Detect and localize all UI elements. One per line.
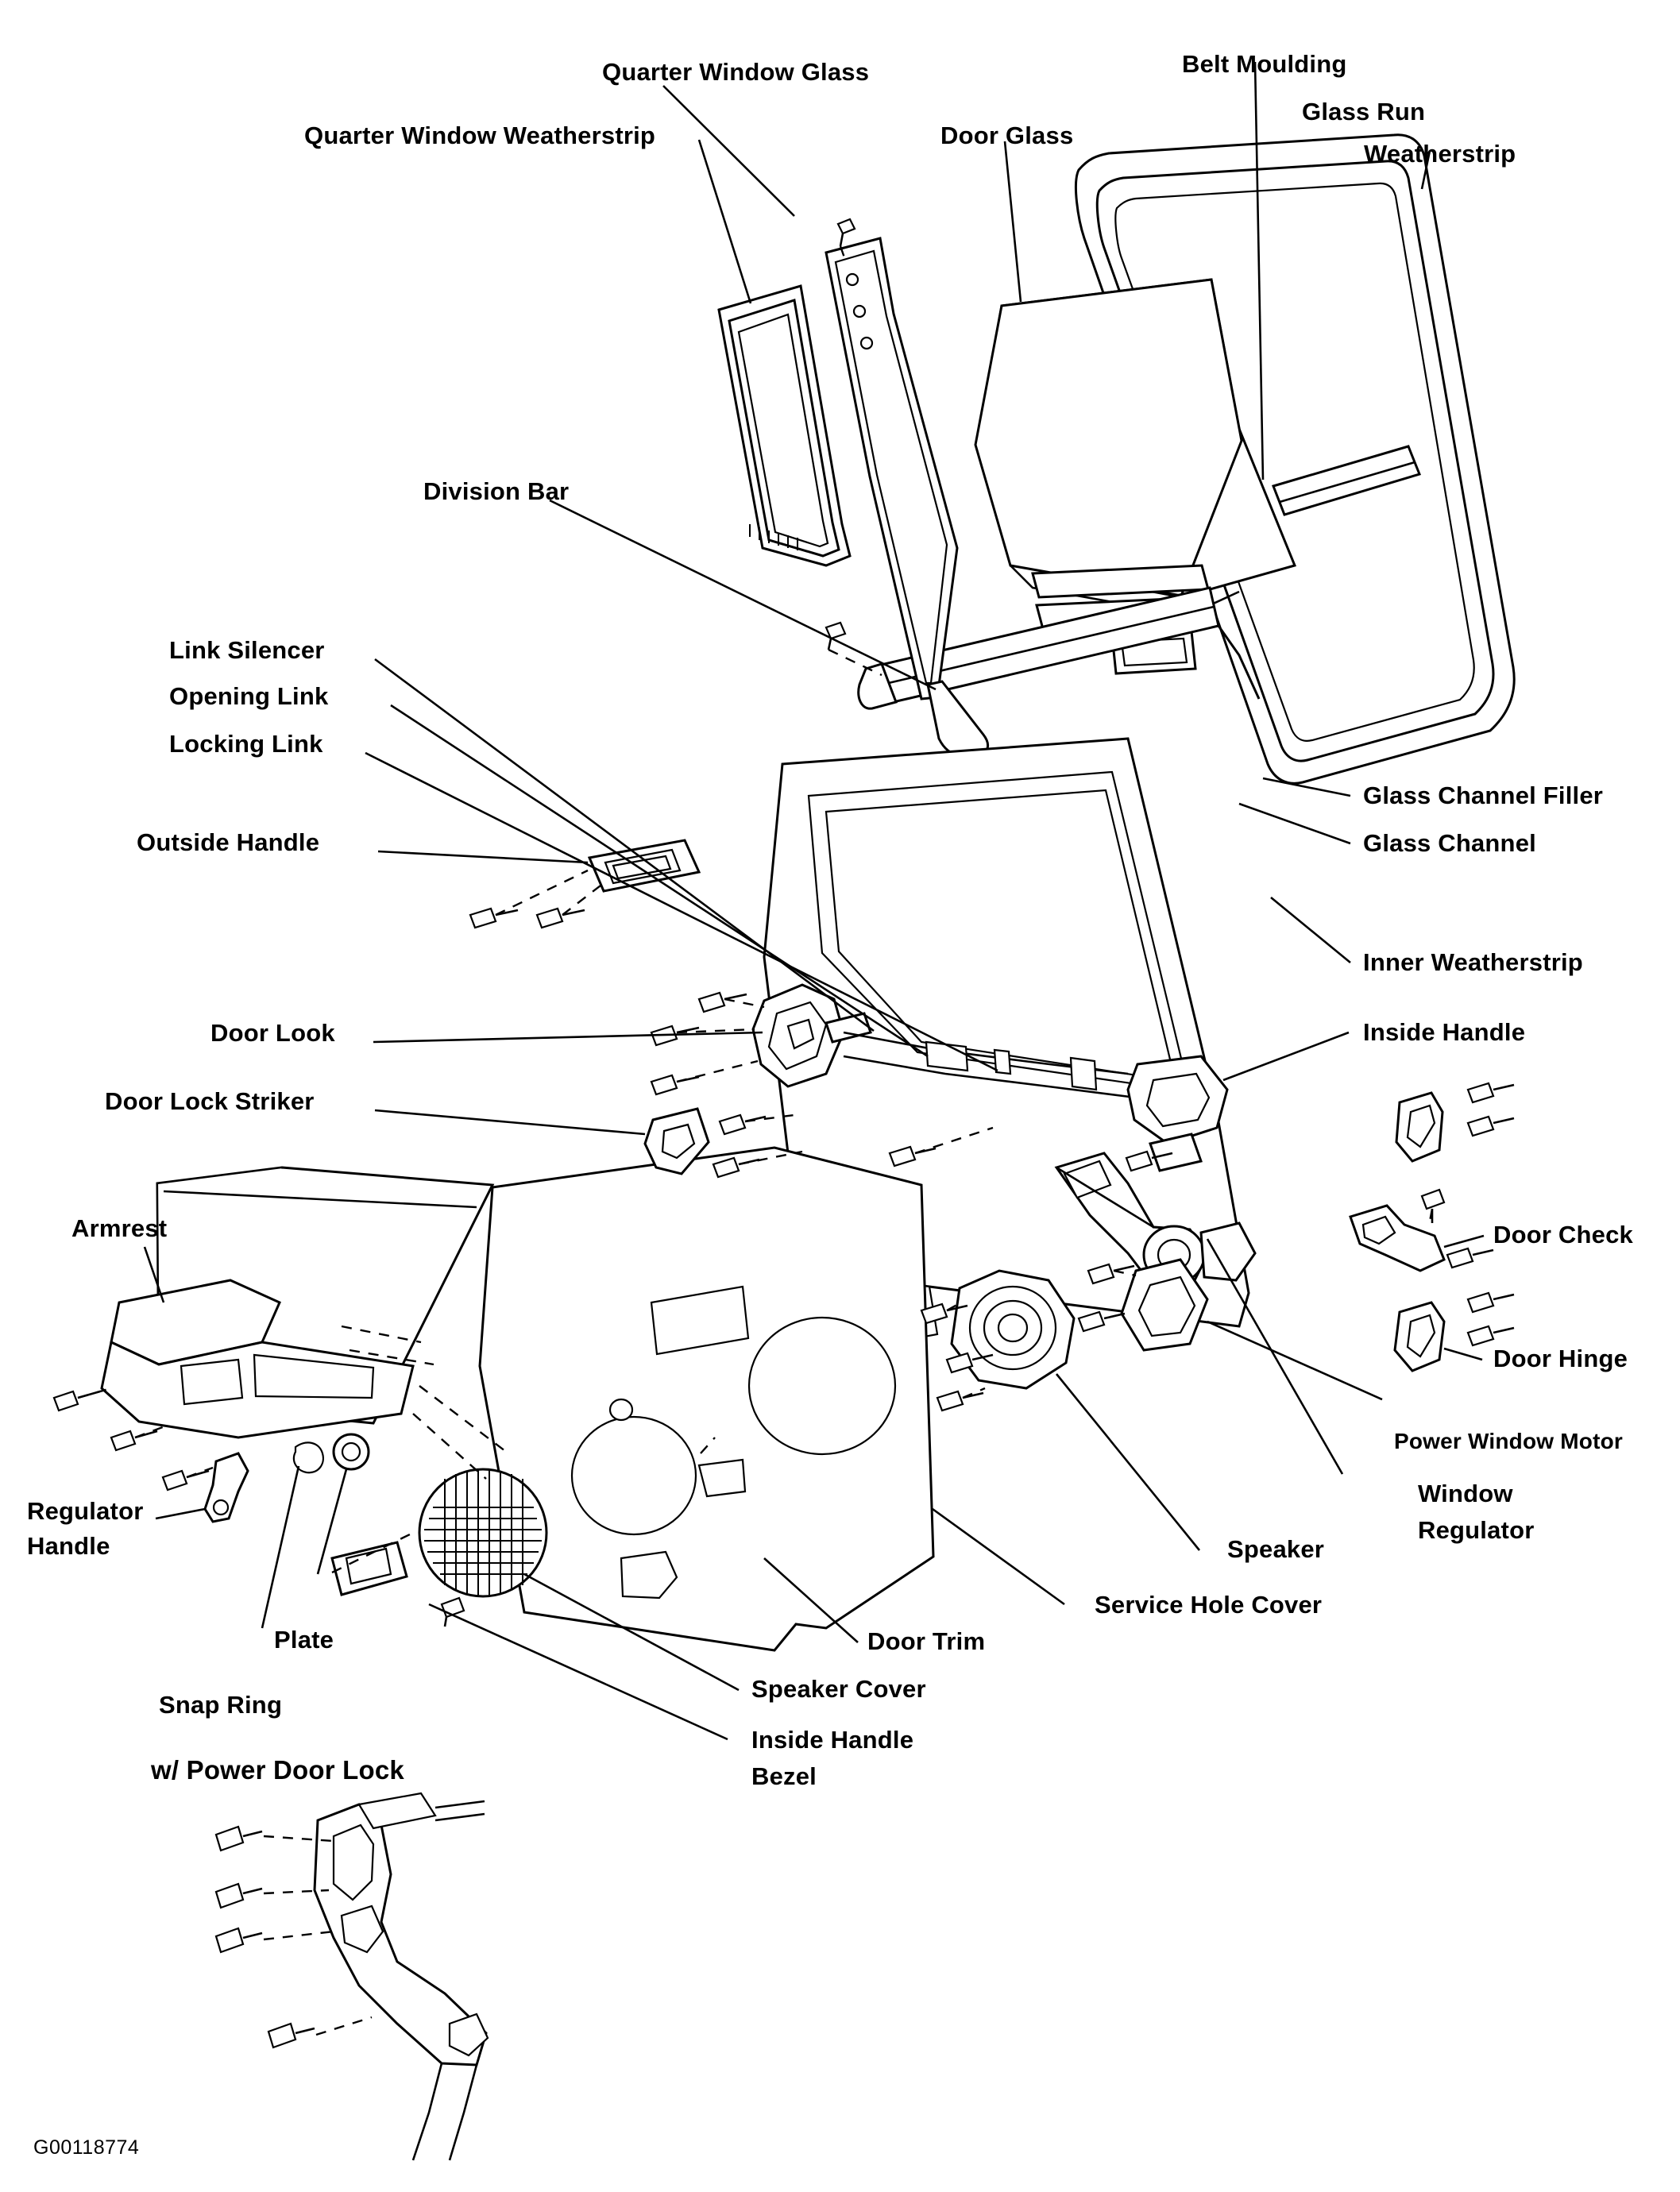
label-door-lock-striker: Door Lock Striker [105,1087,315,1115]
label-inside-handle-bezel-line1: Inside Handle [751,1726,914,1754]
label-glass-run-line2: Weatherstrip [1364,140,1516,168]
label-power-window-motor: Power Window Motor [1394,1429,1623,1453]
figure-code: G00118774 [33,2136,140,2159]
label-regulator-handle-line2: Handle [27,1532,110,1560]
label-inner-weatherstrip: Inner Weatherstrip [1363,948,1583,976]
label-door-hinge: Door Hinge [1493,1345,1628,1372]
label-link-silencer: Link Silencer [169,636,325,664]
label-regulator-handle-line1: Regulator [27,1497,144,1525]
label-service-hole-cover: Service Hole Cover [1095,1591,1323,1619]
speaker-cover-part [419,1469,546,1596]
section-note-power-door-lock: w/ Power Door Lock [151,1755,404,1785]
label-glass-channel: Glass Channel [1363,829,1536,857]
label-door-trim: Door Trim [867,1627,986,1655]
label-glass-run-line1: Glass Run [1302,98,1426,125]
label-window-regulator-line2: Regulator [1418,1516,1535,1544]
power-door-lock-assembly [216,1793,488,2160]
label-locking-link: Locking Link [169,730,323,758]
screw-top-quarter [838,219,855,246]
label-armrest: Armrest [71,1214,168,1242]
label-inside-handle: Inside Handle [1363,1018,1526,1046]
label-inside-handle-bezel-line2: Bezel [751,1762,817,1790]
label-plate: Plate [274,1626,334,1654]
label-speaker: Speaker [1227,1535,1325,1563]
label-outside-handle: Outside Handle [137,828,320,856]
label-snap-ring: Snap Ring [159,1691,283,1719]
label-door-glass: Door Glass [940,122,1074,149]
label-door-check: Door Check [1493,1221,1633,1248]
label-quarter-window-weatherstrip: Quarter Window Weatherstrip [304,122,656,149]
label-division-bar: Division Bar [423,477,570,505]
door-lock-screws [651,993,747,1094]
label-glass-channel-filler: Glass Channel Filler [1363,781,1604,809]
label-door-look: Door Look [210,1019,335,1047]
label-window-regulator-line1: Window [1418,1480,1513,1507]
label-quarter-window-glass: Quarter Window Glass [602,58,870,86]
label-belt-moulding: Belt Moulding [1182,50,1347,78]
label-speaker-cover: Speaker Cover [751,1675,926,1703]
door-check-part [1350,1190,1493,1271]
upper-hinge-part [1396,1083,1514,1161]
label-opening-link: Opening Link [169,682,329,710]
